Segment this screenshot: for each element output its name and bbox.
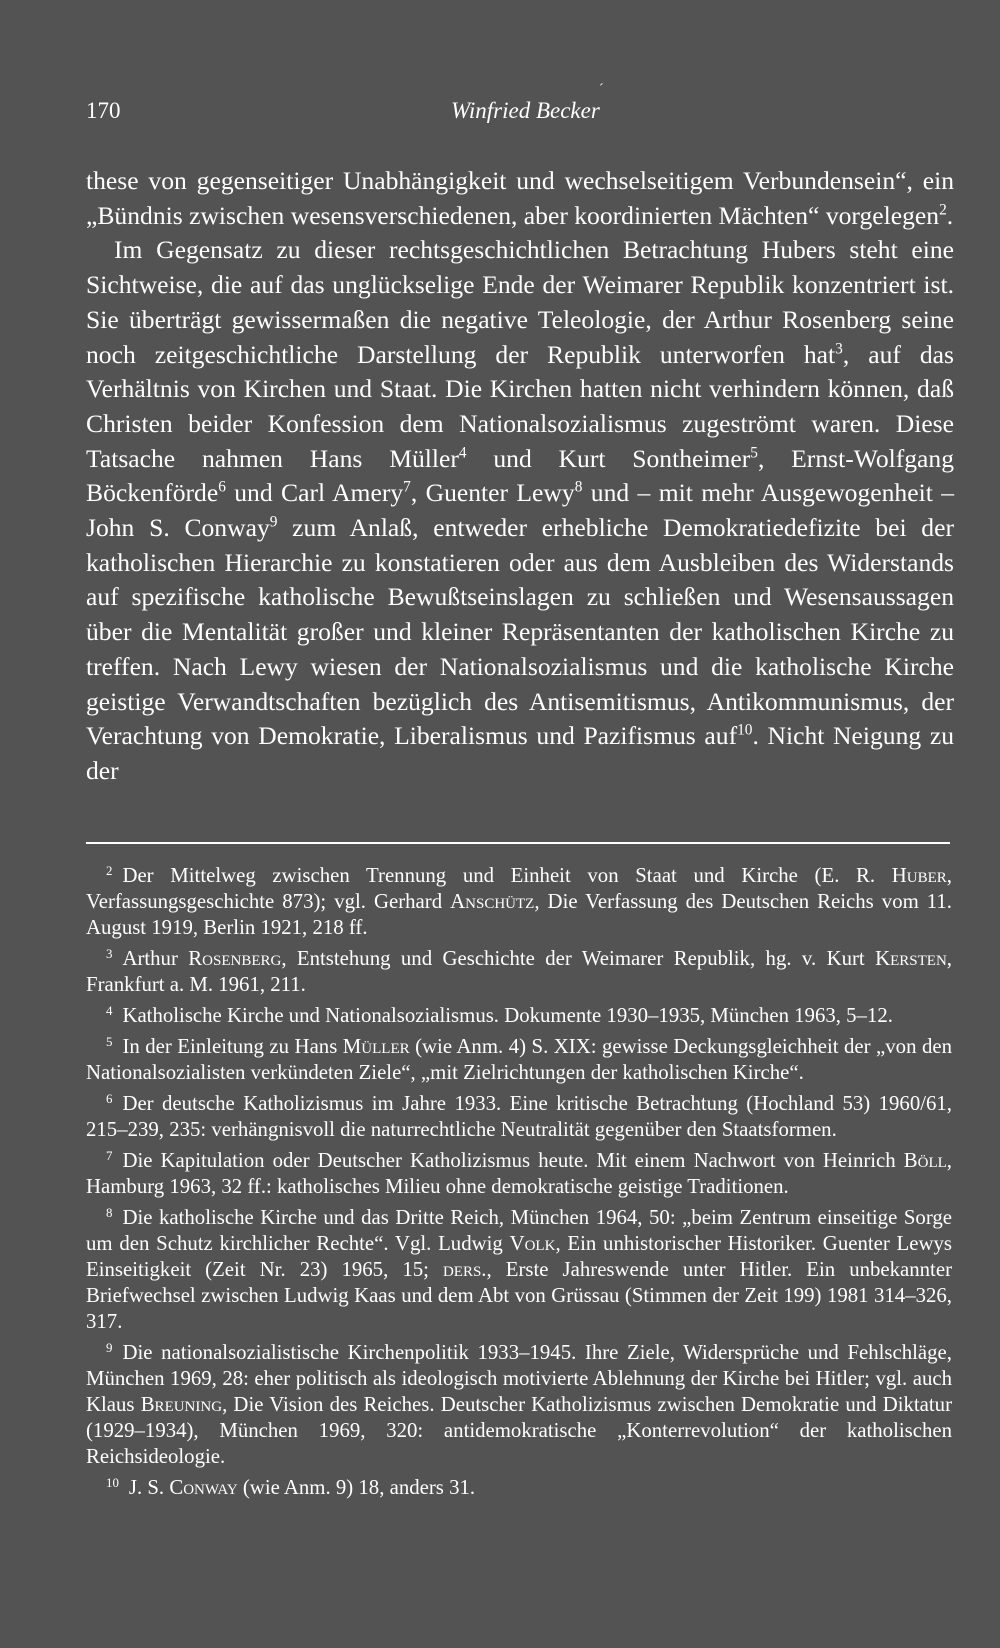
- text-run: In der Einleitung zu Hans: [122, 1035, 343, 1058]
- footnote-ref-8: 8: [574, 478, 583, 496]
- author-name: Volk: [509, 1232, 556, 1255]
- footnotes: [86, 858, 952, 1501]
- author-name: Conway: [169, 1476, 238, 1499]
- author-name: Kersten: [875, 947, 947, 970]
- text-run: Die Kapitulation oder Deutscher Katholizismus heute. Mit einem Nachwort von Heinrich: [122, 1149, 904, 1172]
- footnote-9: [86, 1335, 952, 1470]
- footnote-8: [86, 1200, 952, 1335]
- author-name: Anschütz: [450, 890, 535, 913]
- author-name: Rosenberg: [188, 947, 282, 970]
- text-run: zum Anlaß, entweder erhebliche Demokratiedefizite bei der katholischen Hierarchie zu konstatieren oder aus dem Ausbleiben des Widerstands auf spezifische katholische Bewußtseinslagen zu schließen und Wesensaussagen über die Mentalität großer und kleiner Repräsentanten der katholischen Kirche zu treffen. Nach Lewy wiesen der Nationalsozialismus und die katholische Kirche geistige Verwandtschaften bezüglich des Antisemitismus, Antikommunismus, der Verachtung von Demokratie, Liberalismus und Pazifismus auf: [86, 513, 954, 751]
- text-run: und Kurt Sontheimer: [466, 443, 751, 473]
- author-name: ders.: [442, 1258, 487, 1281]
- text-run: und – mit mehr Ausgewogenheit – John S. Conway: [86, 478, 954, 543]
- text-run: these von gegenseitiger Unabhängigkeit und wechselseitigem Verbundensein“, ein „Bündnis zwischen wesensverschiedenen, aber koordinierten Mächten“ vorgelegen: [86, 166, 954, 230]
- text-run: , Die Verfassung des Deutschen Reichs vom 11. August 1919, Berlin 1921, 218 ff.: [86, 890, 953, 939]
- text-run: (wie Anm. 4) S. XIX: gewisse Deckungsgleichheit der „von den Nationalsozialisten verkündeten Ziele“, „mit Zielrichtungen der katholischen Kirche“.: [86, 1035, 952, 1084]
- text-run: Arthur: [122, 947, 189, 970]
- running-head: Winfried Becker: [451, 98, 600, 123]
- author-name: Böll: [903, 1149, 947, 1172]
- footnote-number: 5: [106, 1035, 113, 1049]
- text-run: , Die Vision des Reiches. Deutscher Katholizismus zwischen Demokratie und Diktatur (1929–1934), München 1969, 320: antidemokratische „Konterrevolution“ der katholischen Reichsideologie.: [86, 1393, 952, 1468]
- footnote-number: 10: [106, 1476, 119, 1490]
- footnote-number: 3: [106, 947, 113, 961]
- text-run: Die nationalsozialistische Kirchenpolitik 1933–1945. Ihre Ziele, Widersprüche und Fehlschläge, München 1969, 28: eher politisch als ideologisch motivierte Ablehnung der Kirche bei Hitler; vgl. auch Klaus: [86, 1341, 952, 1416]
- footnote-rule: [86, 842, 950, 844]
- text-run: . Nicht Neigung zu der: [86, 721, 954, 785]
- footnote-5: [86, 1029, 952, 1086]
- text-run: , auf das Verhältnis von Kirchen und Staat. Die Kirchen hatten nicht verhindern können, daß Christen beider Konfession dem Nationalsozialismus zugeströmt waren. Diese Tatsache nahmen Hans Müller: [86, 339, 954, 473]
- footnote-ref-2: 2: [939, 201, 947, 219]
- paragraph-1: [86, 164, 954, 233]
- text-run: , Ernst-Wolfgang Böckenförde: [86, 443, 955, 508]
- footnote-7: [86, 1143, 952, 1200]
- footnote-6: [86, 1086, 952, 1143]
- footnote-10: [86, 1470, 952, 1501]
- page-number: 170: [86, 98, 121, 123]
- footnote-ref-9: 9: [269, 513, 278, 531]
- footnote-number: 2: [106, 864, 113, 878]
- text-run: Die katholische Kirche und das Dritte Reich, München 1964, 50: „beim Zentrum einseitige Sorge um den Schutz kirchlicher Rechte“. Vgl. Ludwig: [86, 1206, 952, 1255]
- footnote-3: [86, 941, 952, 998]
- footnote-ref-5: 5: [750, 444, 758, 462]
- footnote-number: 4: [106, 1004, 113, 1018]
- text-run: und Carl Amery: [225, 478, 404, 508]
- footnote-ref-6: 6: [218, 478, 226, 496]
- footnote-2: [86, 858, 952, 941]
- footnote-ref-10: 10: [737, 721, 753, 739]
- footnote-ref-3: 3: [835, 339, 843, 357]
- text-run: , Ein unhistorischer Historiker. Guenter Lewys Einseitigkeit (Zeit Nr. 23) 1965, 15;: [86, 1232, 953, 1281]
- text-run: , Guenter Lewy: [410, 478, 575, 508]
- footnote-number: 9: [106, 1341, 113, 1355]
- page-header: [86, 82, 946, 132]
- text-run: , Verfassungsgeschichte 873); vgl. Gerhard: [86, 864, 952, 913]
- text-run: Der deutsche Katholizismus im Jahre 1933. Eine kritische Betrachtung (Hochland 53) 1960/61, 215–239, 235: verhängnisvoll die naturrechtliche Neutralität gegenüber den Staatsformen.: [86, 1092, 952, 1141]
- author-name: Huber: [891, 864, 947, 887]
- footnote-4: [86, 998, 952, 1029]
- paragraph-2: [86, 233, 954, 788]
- accent-mark: ˊ: [599, 82, 604, 97]
- body-text: [86, 164, 954, 789]
- text-run: , Frankfurt a. M. 1961, 211.: [86, 947, 952, 996]
- text-run: Im Gegensatz zu dieser rechtsgeschichtlichen Betrachtung Hubers steht eine Sichtweise, die auf das unglückselige Ende der Weimarer Republik konzentriert ist. Sie überträgt gewissermaßen die negative Teleologie, der Arthur Rosenberg seine noch zeitgeschichtliche Darstellung der Republik unterworfen hat: [86, 235, 954, 369]
- footnote-ref-4: 4: [458, 444, 467, 462]
- text-run: (wie Anm. 9) 18, anders 31.: [237, 1476, 476, 1499]
- text-run: , Erste Jahreswende unter Hitler. Ein unbekannter Briefwechsel zwischen Ludwig Kaas und dem Abt von Grüssau (Stimmen der Zeit 199) 1981 314–326, 317.: [86, 1258, 952, 1333]
- footnote-ref-7: 7: [403, 478, 411, 496]
- text-run: J. S.: [128, 1476, 170, 1499]
- footnote-number: 8: [106, 1206, 113, 1220]
- text-run: , Entstehung und Geschichte der Weimarer Republik, hg. v. Kurt: [281, 947, 876, 970]
- footnote-number: 7: [106, 1149, 113, 1163]
- text-run: , Hamburg 1963, 32 ff.: katholisches Milieu ohne demokratische geistige Traditionen.: [86, 1149, 952, 1198]
- footnote-number: 6: [106, 1092, 113, 1106]
- author-name: Müller: [342, 1035, 410, 1058]
- text-run: Katholische Kirche und Nationalsozialismus. Dokumente 1930–1935, München 1963, 5–12.: [122, 1004, 893, 1027]
- text-run: Der Mittelweg zwischen Trennung und Einheit von Staat und Kirche (E. R.: [122, 864, 892, 887]
- text-run: .: [946, 200, 954, 230]
- author-name: Breuning: [140, 1393, 223, 1416]
